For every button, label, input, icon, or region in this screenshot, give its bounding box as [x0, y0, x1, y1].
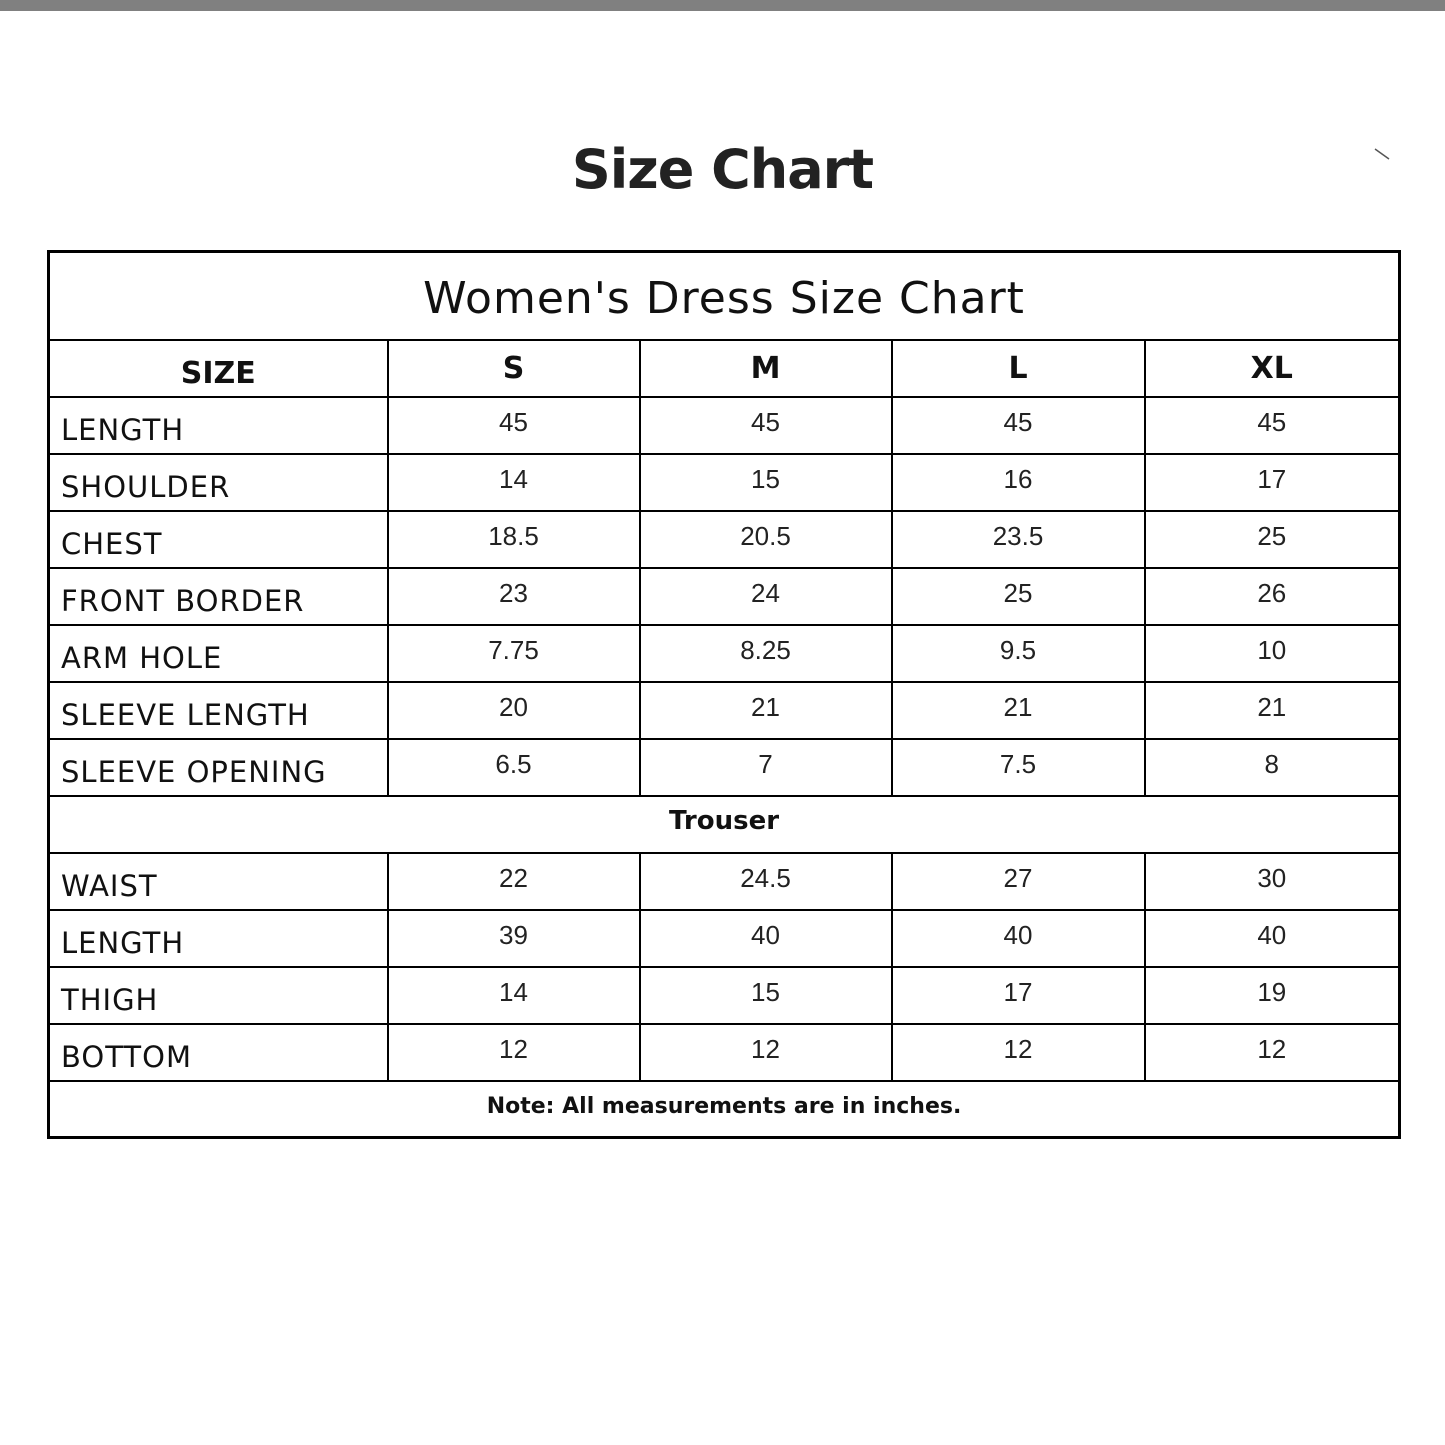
table-cell: 24.5: [640, 853, 892, 910]
table-cell: 21: [640, 682, 892, 739]
header-size-s: S: [388, 340, 640, 397]
table-cell: 25: [1145, 511, 1400, 568]
table-cell: 7: [640, 739, 892, 796]
table-row: [49, 910, 1400, 967]
table-cell: 40: [640, 910, 892, 967]
table-row: [49, 682, 1400, 739]
measurement-note: Note: All measurements are in inches.: [49, 1081, 1400, 1138]
table-caption: Women's Dress Size Chart: [49, 252, 1400, 340]
table-cell: 8: [1145, 739, 1400, 796]
table-cell: 12: [388, 1024, 640, 1081]
table-cell: 24: [640, 568, 892, 625]
table-cell: 40: [1145, 910, 1400, 967]
table-cell: 45: [640, 397, 892, 454]
table-cell: 23: [388, 568, 640, 625]
note-row: [49, 1081, 1400, 1138]
header-size-m: M: [640, 340, 892, 397]
table-cell: 6.5: [388, 739, 640, 796]
table-cell: 7.75: [388, 625, 640, 682]
row-label: CHEST: [49, 511, 388, 568]
table-row: [49, 511, 1400, 568]
row-label: ARM HOLE: [49, 625, 388, 682]
table-cell: 22: [388, 853, 640, 910]
row-label: THIGH: [49, 967, 388, 1024]
row-label: LENGTH: [49, 397, 388, 454]
corner-stroke-mark: [1372, 146, 1392, 162]
table-cell: 8.25: [640, 625, 892, 682]
table-cell: 21: [1145, 682, 1400, 739]
table-cell: 19: [1145, 967, 1400, 1024]
table-cell: 20.5: [640, 511, 892, 568]
table-row: [49, 1024, 1400, 1081]
row-label: BOTTOM: [49, 1024, 388, 1081]
table-cell: 10: [1145, 625, 1400, 682]
caption-row: [49, 252, 1400, 340]
table-row: [49, 397, 1400, 454]
table-cell: 15: [640, 967, 892, 1024]
table-cell: 15: [640, 454, 892, 511]
table-cell: 16: [892, 454, 1145, 511]
table-cell: 12: [640, 1024, 892, 1081]
table-cell: 18.5: [388, 511, 640, 568]
table-cell: 14: [388, 967, 640, 1024]
header-size-label: SIZE: [49, 340, 388, 397]
table-cell: 26: [1145, 568, 1400, 625]
table-cell: 45: [1145, 397, 1400, 454]
top-border-bar: [0, 0, 1445, 11]
table-cell: 25: [892, 568, 1145, 625]
table-row: [49, 739, 1400, 796]
table-cell: 14: [388, 454, 640, 511]
table-cell: 23.5: [892, 511, 1145, 568]
table-cell: 12: [1145, 1024, 1400, 1081]
table-row: [49, 967, 1400, 1024]
table-cell: 20: [388, 682, 640, 739]
header-row: [49, 340, 1400, 397]
table-cell: 27: [892, 853, 1145, 910]
table-cell: 7.5: [892, 739, 1145, 796]
table-cell: 17: [1145, 454, 1400, 511]
table-row: [49, 625, 1400, 682]
row-label: SLEEVE OPENING: [49, 739, 388, 796]
row-label: SLEEVE LENGTH: [49, 682, 388, 739]
trouser-section-heading: Trouser: [49, 796, 1400, 853]
row-label: FRONT BORDER: [49, 568, 388, 625]
row-label: SHOULDER: [49, 454, 388, 511]
table-cell: 39: [388, 910, 640, 967]
table-row: [49, 454, 1400, 511]
table-row: [49, 568, 1400, 625]
size-chart-table: [47, 250, 1401, 1139]
table-row: [49, 853, 1400, 910]
row-label: WAIST: [49, 853, 388, 910]
header-size-xl: XL: [1145, 340, 1400, 397]
table-cell: 21: [892, 682, 1145, 739]
page-title: Size Chart: [571, 138, 874, 201]
table-cell: 45: [892, 397, 1145, 454]
table-cell: 30: [1145, 853, 1400, 910]
table-cell: 12: [892, 1024, 1145, 1081]
header-size-l: L: [892, 340, 1145, 397]
section-row: [49, 796, 1400, 853]
table-cell: 40: [892, 910, 1145, 967]
row-label: LENGTH: [49, 910, 388, 967]
table-cell: 17: [892, 967, 1145, 1024]
table-cell: 45: [388, 397, 640, 454]
table-cell: 9.5: [892, 625, 1145, 682]
